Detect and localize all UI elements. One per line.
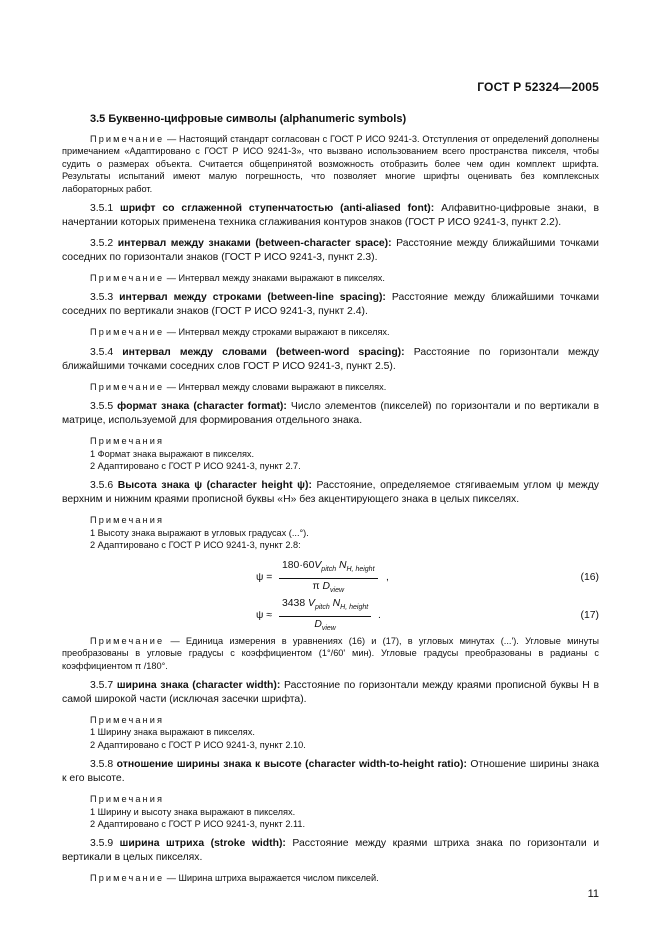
note-3-5-3 — [62, 326, 599, 338]
term-number: 3.5.2 — [90, 238, 114, 250]
note-text: — Интервал между строками выражают в пикселях. — [166, 327, 390, 338]
note-label: Примечание — [90, 381, 165, 392]
intro-note — [62, 133, 599, 195]
term-name: ширина штриха (stroke width): — [119, 838, 286, 850]
term-3-5-9 — [62, 837, 599, 865]
formula-denominator: π $D_{view}$ — [312, 580, 345, 594]
note-label: Примечание — [90, 635, 165, 646]
term-definition: Число элементов (пикселей) по горизонтали и по вертикали в матрице, используемой для формирования отдельного знака. — [62, 401, 599, 427]
notes-3-5-5 — [90, 435, 599, 472]
notes-label: Примечания — [90, 794, 165, 805]
term-name: интервал между строками (between-line spacing): — [119, 292, 386, 304]
term-number: 3.5.6 — [90, 480, 114, 492]
term-definition: Расстояние по горизонтали между краями прописной буквы Н в самой широкой части (исключая засечки шрифта). — [62, 679, 599, 705]
formula-fraction — [279, 559, 378, 598]
formula-numerator: 3438 $V_{pitch}$ $N_{H, height}$ — [279, 597, 371, 617]
note-item: 2 Адаптировано с ГОСТ Р ИСО 9241-3, пункт 2.8: — [90, 540, 301, 551]
term-3-5-3 — [62, 291, 599, 319]
term-definition: Расстояние между краями штриха знака по горизонтали и вертикали в целых пикселях. — [62, 838, 599, 864]
formula-denominator: $D_{view}$ — [314, 618, 336, 632]
term-number: 3.5.7 — [90, 679, 114, 691]
page-content — [62, 112, 599, 892]
note-label: Примечание — [90, 273, 165, 284]
formula-note — [62, 635, 599, 672]
page-number: 11 — [587, 888, 599, 900]
term-number: 3.5.1 — [90, 203, 114, 215]
formula-lhs: ψ ≈ — [256, 609, 272, 621]
term-definition: Расстояние между ближайшими точками соседних по вертикали знаков (ГОСТ Р ИСО 9241-3, пункт 2.4). — [62, 292, 600, 318]
note-3-5-9 — [62, 872, 599, 884]
term-definition: Отношение ширины знака к его высоте. — [62, 759, 599, 785]
note-text: — Интервал между словами выражают в пикселях. — [166, 381, 387, 392]
note-item: 1 Ширину и высоту знака выражают в пикселях. — [90, 806, 296, 817]
note-text: — Единица измерения в уравнениях (16) и (17), в угловых минутах (...'). Угловые минуты преобразованы в угловые градусы с коэффициентом (1°/60' мин). Угловые градусы преобразованы в радианы с коэффициентом π /180°. — [62, 635, 600, 671]
notes-3-5-8 — [90, 793, 599, 830]
term-3-5-2 — [62, 237, 599, 265]
notes-label: Примечания — [90, 515, 165, 526]
notes-3-5-6 — [90, 514, 599, 551]
term-name: отношение ширины знака к высоте (character width-to-height ratio): — [116, 759, 467, 771]
term-3-5-5 — [62, 400, 599, 428]
note-label: Примечание — [90, 134, 165, 144]
term-name: шрифт со сглаженной ступенчатостью (anti-aliased font): — [120, 203, 435, 215]
term-name: интервал между словами (between-word spacing): — [122, 346, 405, 358]
term-3-5-1 — [62, 202, 599, 230]
term-definition: Расстояние, определяемое стягиваемым углом ψ между верхним и нижним краями прописной буквы «Н» без акцентирующего знака в целых пикселях. — [62, 480, 599, 506]
document-code-header: ГОСТ Р 52324—2005 — [477, 80, 599, 94]
equation-number: (17) — [580, 609, 599, 621]
note-label: Примечание — [90, 873, 165, 884]
term-name: ширина знака (character width): — [116, 679, 281, 691]
note-item: 1 Ширину знака выражают в пикселях. — [90, 727, 255, 738]
notes-3-5-7 — [90, 714, 599, 751]
note-item: 1 Высоту знака выражают в угловых градусах (...°). — [90, 527, 309, 538]
notes-label: Примечания — [90, 436, 165, 447]
note-item: 2 Адаптировано с ГОСТ Р ИСО 9241-3, пункт 2.10. — [90, 739, 306, 750]
note-text: — Интервал между знаками выражают в пикселях. — [166, 273, 385, 284]
term-definition: Алфавитно-цифровые знаки, в начертании которых применена техника сглаживания контуров знаков (ГОСТ Р ИСО 9241-3, пункт 2.2). — [62, 203, 599, 229]
notes-label: Примечания — [90, 714, 165, 725]
note-item: 1 Формат знака выражают в пикселях. — [90, 448, 255, 459]
term-name: формат знака (character format): — [117, 401, 287, 413]
term-definition: Расстояние между ближайшими точками соседних по горизонтали знаков (ГОСТ Р ИСО 9241-3, пункт 2.3). — [62, 238, 599, 264]
formula-lhs: ψ = — [256, 571, 273, 583]
term-definition: Расстояние по горизонтали между ближайшими точками соседних слов ГОСТ Р ИСО 9241-3, пункт 2.5). — [62, 346, 599, 372]
term-number: 3.5.5 — [90, 401, 114, 413]
formula-fraction — [279, 597, 371, 636]
note-item: 2 Адаптировано с ГОСТ Р ИСО 9241-3, пункт 2.7. — [90, 461, 301, 472]
note-label: Примечание — [90, 327, 165, 338]
term-3-5-4 — [62, 346, 599, 374]
formula-punctuation: . — [378, 609, 381, 621]
term-3-5-6 — [62, 479, 599, 507]
term-name: Высота знака ψ (character height ψ): — [117, 480, 312, 492]
section-title: 3.5 Буквенно-цифровые символы (alphanumeric symbols) — [90, 113, 407, 125]
note-text: — Ширина штриха выражается числом пикселей. — [166, 873, 379, 884]
term-number: 3.5.8 — [90, 759, 114, 771]
term-3-5-7 — [62, 679, 599, 707]
term-number: 3.5.3 — [90, 292, 114, 304]
note-3-5-2 — [62, 272, 599, 284]
note-3-5-4 — [62, 381, 599, 393]
note-item: 2 Адаптировано с ГОСТ Р ИСО 9241-3, пункт 2.11. — [90, 818, 306, 829]
formula-17 — [62, 597, 599, 635]
formula-16 — [62, 559, 599, 597]
term-number: 3.5.9 — [90, 838, 114, 850]
term-3-5-8 — [62, 758, 599, 786]
formula-punctuation: , — [386, 571, 389, 583]
equation-number: (16) — [580, 571, 599, 583]
intro-note-text: — Настоящий стандарт согласован с ГОСТ Р ИСО 9241-3. Отступления от определений дополнены примечанием «Адаптировано с ГОСТ Р ИСО 9241-3», что вызвано использованием всего пространства пикселя, чтобы судить о размерах объекта. Считается общепринятой возможность отобразить более чем один комплект шрифта. Результаты испытаний имеют малую погрешность, что позволяет многие шрифты оценивать без комплексных лабораторных работ. — [62, 134, 599, 194]
term-name: интервал между знаками (between-character space): — [117, 238, 392, 250]
term-number: 3.5.4 — [90, 346, 114, 358]
formula-numerator: $180\cdot 60V_{pitch}$ $N_{H, height}$ — [279, 559, 378, 579]
